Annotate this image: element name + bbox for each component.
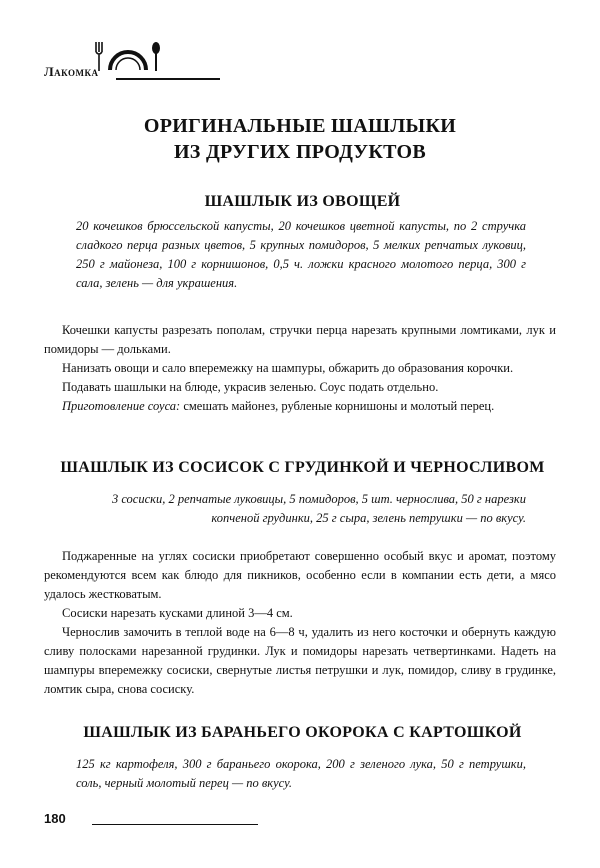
ingredients-lamb: 125 кг картофеля, 300 г бараньего окорока, 200 г зеленого лука, 50 г петрушки, соль, черный молотый перец — по вкусу. [76,757,526,790]
step: Чернослив замочить в теплой воде на 6—8 ч, удалить из него косточки и обернуть каждую сливу полосками нарезанной грудинки. Лук и помидоры нарезать четвертинками. Надеть на шампуры вперемежку сосиски, свернутые листья петрушки и лук, помидор, сливу в грудинке, ломтик сыра, снова сосиску. [44,625,556,696]
step: Сосиски нарезать кусками длиной 3—4 см. [62,606,293,620]
footer-rule [92,824,258,825]
brand-name: Лакомка [44,64,99,79]
ingredients-sausages: 3 сосиски, 2 репчатые луковицы, 5 помидоров, 5 шт. чернослива, 50 г нарезки копченой грудинки, 25 г сыра, зелень петрушки — по вкусу. [111,492,526,525]
recipe-title-vegetables: ШАШЛЫК ИЗ ОВОЩЕЙ [204,193,401,210]
header-rule [116,78,220,80]
recipe-title-lamb: ШАШЛЫК ИЗ БАРАНЬЕГО ОКОРОКА С КАРТОШКОЙ [83,724,522,741]
ingredients-vegetables: 20 кочешков брюссельской капусты, 20 кочешков цветной капусты, по 2 стручка сладкого перца разных цветов, 5 крупных помидоров, 5 мелких репчатых луковиц, 250 г майонеза, 100 г корнишонов, 0,5 ч. ложки красного молотого перца, 300 г сала, зелень — для украшения. [76,219,526,290]
recipe-title-sausages: ШАШЛЫК ИЗ СОСИСОК С ГРУДИНКОЙ И ЧЕРНОСЛИВОМ [60,459,545,476]
chapter-title [40,113,560,165]
sauce-label: Приготовление соуса: [62,399,181,413]
step: Поджаренные на углях сосиски приобретают совершенно особый вкус и аромат, поэтому рекомендуются всем как блюдо для пикников, особенно если в компании есть дети, а мясо удалось жестковатым. [44,549,556,601]
sauce-step [44,397,556,416]
chapter-title-line-2: ИЗ ДРУГИХ ПРОДУКТОВ [173,141,427,163]
step: Нанизать овощи и сало вперемежку на шампуры, обжарить до образования корочки. [62,361,514,375]
sauce-text: смешать майонез, рубленые корнишоны и молотый перец. [180,399,495,413]
running-header [44,40,224,82]
page-number: 180 [44,811,66,826]
step: Подавать шашлыки на блюде, украсив зеленью. Соус подать отдельно. [62,380,439,394]
fork-plate-spoon-icon [90,40,166,72]
instructions-vegetables [44,321,556,416]
step: Кочешки капусты разрезать пополам, стручки перца нарезать крупными ломтиками, лук и помидоры — дольками. [44,323,556,356]
chapter-title-line-1: ОРИГИНАЛЬНЫЕ ШАШЛЫКИ [143,115,457,137]
instructions-sausages [44,547,556,699]
